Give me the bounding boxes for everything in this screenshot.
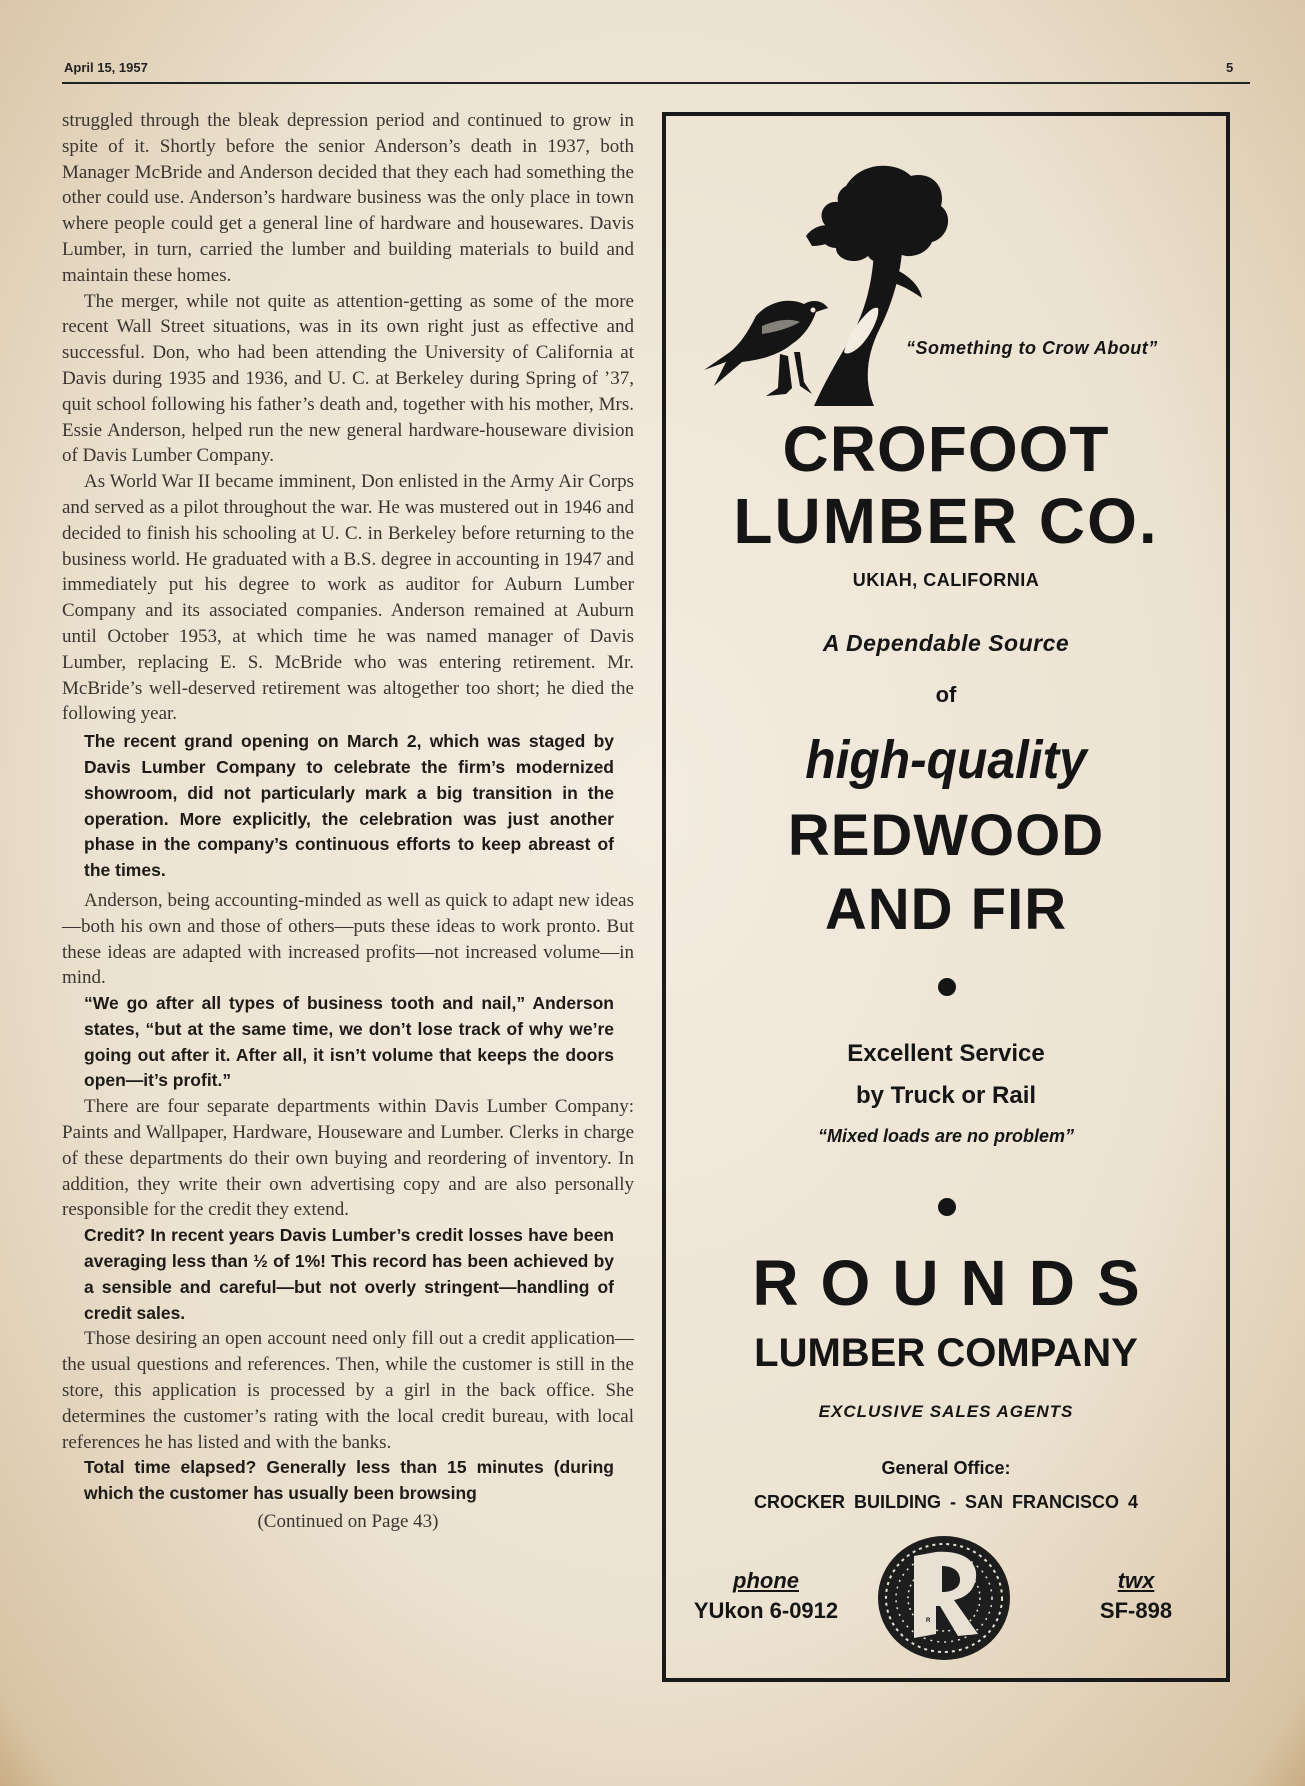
tagline-of: of — [935, 682, 957, 707]
seal-letter: R — [926, 1618, 931, 1624]
article-paragraph: struggled through the bleak depression period and continued to grow in spite of it. Shortly before the senior Anderson’s death in 1937, both Manager McBride and Anderson decided that they each had something the other could use. Anderson’s hardware business was the only place in town where people could get a general line of hardware and housewares. Davis Lumber, in turn, carried the lumber and building materials to build and maintain these homes. — [62, 110, 634, 286]
continued-note: (Continued on Page 43) — [257, 1511, 439, 1533]
article-paragraph: There are four separate departments within Davis Lumber Company: Paints and Wallpaper, Hardware, Houseware and Lumber. Clerks in charge of these departments do their own buying and reordering of inventory. In addition, they write their own advertising copy and are also personally responsible for the credit they extend. — [62, 1096, 634, 1221]
crow-tree-illustration — [696, 156, 966, 416]
company-name-line1: CROFOOT — [782, 413, 1110, 485]
issue-date: April 15, 1957 — [64, 60, 148, 75]
service-line1: Excellent Service — [847, 1040, 1045, 1067]
article-paragraph-bold: The recent grand opening on March 2, which was staged by Davis Lumber Company to celebrate the firm’s modernized showroom, did not particularly mark a big transition in the operation. More explicitly, the celebration was just another phase in the company’s continuous efforts to keep abreast of the times. — [84, 731, 614, 881]
ad-slogan: “Something to Crow About” — [906, 338, 1158, 358]
mixed-loads-note: “Mixed loads are no problem” — [817, 1126, 1075, 1146]
article-paragraph: The merger, while not quite as attention-getting as some of the more recent Wall Street situations, was in its own right just as effective and successful. Don, who had been attending the University of California at Davis during 1935 and 1936, and U. C. at Berkeley during Spring of ’37, quit school following his father’s death and, together with his mother, Mrs. Essie Anderson, helped run the new general hardware-houseware division of Davis Lumber Company. — [62, 290, 634, 467]
twx-number: SF-898 — [1099, 1598, 1173, 1623]
company-location: UKIAH, CALIFORNIA — [852, 570, 1040, 590]
article-paragraph-bold: Total time elapsed? Generally less than 15 minutes (during which the customer has usually been browsing — [84, 1457, 614, 1504]
service-line2: by Truck or Rail — [855, 1082, 1037, 1109]
phone-label: phone — [733, 1568, 799, 1593]
agent-name: ROUNDS — [752, 1247, 1162, 1319]
advertisement-box — [662, 112, 1230, 1682]
product-fir: AND FIR — [824, 877, 1068, 942]
product-redwood: REDWOOD — [787, 803, 1105, 868]
phone-number: YUkon 6-0912 — [693, 1598, 839, 1623]
bullet-dot — [938, 1198, 956, 1216]
office-label: General Office: — [881, 1458, 1011, 1478]
twx-label: twx — [1117, 1568, 1155, 1593]
company-name-line2: LUMBER CO. — [733, 485, 1159, 557]
article-paragraph: Anderson, being accounting-minded as well as quick to adapt new ideas—both his own and those of others—puts these ideas to work pronto. But these ideas are adapted with increased profits—not increased volume—in mind. — [62, 889, 634, 989]
article-column — [62, 108, 634, 1535]
agent-company: LUMBER COMPANY — [754, 1331, 1138, 1375]
article-paragraph-bold: Credit? In recent years Davis Lumber’s credit losses have been averaging less than ½ of 1%! This record has been achieved by a sensible and careful—but not overly stringent—handling of credit sales. — [84, 1225, 614, 1323]
office-address: CROCKER BUILDING - SAN FRANCISCO 4 — [753, 1492, 1138, 1512]
bullet-dot — [938, 978, 956, 996]
header-rule — [62, 82, 1250, 84]
article-paragraph: As World War II became imminent, Don enlisted in the Army Air Corps and served as a pilot throughout the war. He was mustered out in 1946 and decided to finish his schooling at U. C. in Berkeley before returning to the business world. He graduated with a B.S. degree in accounting in 1947 and immediately put his degree to work as auditor for Auburn Lumber Company and its associated companies. Anderson remained at Auburn until October 1953, at which time he was named manager of Davis Lumber, replacing E. S. McBride who was entering retirement. Mr. McBride’s well-deserved retirement was altogether too short; he died the following year. — [62, 471, 634, 725]
rounds-seal-logo — [874, 1526, 1014, 1666]
page-number: 5 — [1226, 60, 1234, 75]
tagline-quality: high-quality — [805, 730, 1087, 790]
agent-role: EXCLUSIVE SALES AGENTS — [818, 1402, 1074, 1421]
article-paragraph: Those desiring an open account need only fill out a credit application—the usual questions and references. Then, while the customer is still in the store, this application is processed by a girl in the back office. She determines the customer’s rating with the local credit bureau, with local references he has listed and with the banks. — [62, 1328, 634, 1453]
article-paragraph-bold: “We go after all types of business tooth and nail,” Anderson states, “but at the same time, we don’t lose track of why we’re going out after it. After all, it isn’t volume that keeps the doors open—it’s profit.” — [84, 993, 614, 1091]
tagline-source: A Dependable Source — [822, 630, 1070, 656]
